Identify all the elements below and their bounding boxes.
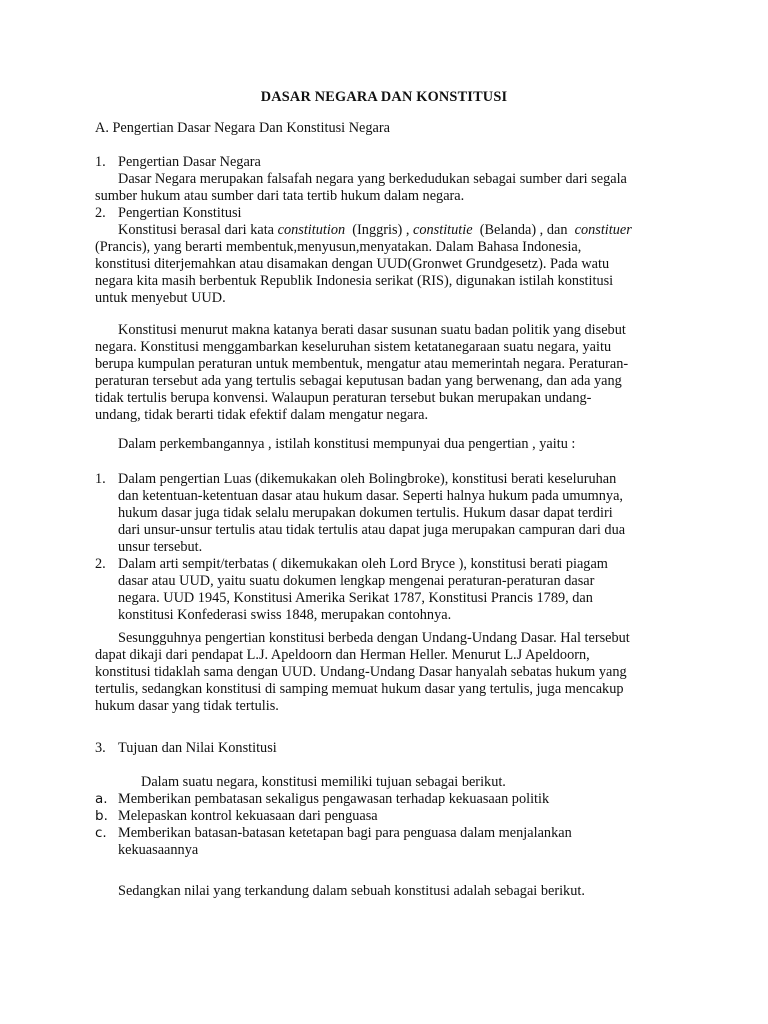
item-1-heading: 1. Pengertian Dasar Negara <box>95 154 261 170</box>
paragraph-konstitusi-makna: Konstitusi menurut makna katanya berati dasar susunan suatu badan politik yang disebut negara. Konstitusi menggambarkan keseluruhan sistem ketatanegaraan suatu negara, yaitu berupa kumpulan peraturan untuk membentuk, mengatur atau memerintah negara. Peraturan- peraturan tersebut ada yang tertulis sebagai keputusan badan yang berwenang, dan ada yang tidak tertulis berupa konvensi. Walaupun peraturan tersebut bukan merupakan undang- undang, tidak berarti tidak efektif dalam mengatur negara. <box>95 322 629 423</box>
list-item: b. Melepaskan kontrol kekuasaan dari penguasa <box>95 808 378 824</box>
item-3-heading: 3. Tujuan dan Nilai Konstitusi <box>95 740 277 756</box>
paragraph-perkembangan: Dalam perkembangannya , istilah konstitusi mempunyai dua pengertian , yaitu : <box>118 436 576 452</box>
list-pengertian: 1. Dalam pengertian Luas (dikemukakan oleh Bolingbroke), konstitusi berati keseluruhan dan ketentuan-ketentuan dasar atau hukum dasar. Seperti halnya hukum pada umumnya, hukum dasar juga tidak selalu merupakan dokumen tertulis. Hukum dasar dapat terdiri dari unsur-unsur tertulis atau tidak tertulis atau dapat juga merupakan campuran dari dua unsur tersebut. 2. Dalam arti sempit/terbatas ( dikemukakan oleh Lord Bryce ), konstitusi berati piagam dasar atau UUD, yaitu suatu dokumen lengkap mengenai peraturan-peraturan dasar negara. UUD 1945, Konstitusi Amerika Serikat 1787, Konstitusi Prancis 1789, dan konstitusi Konfederasi swiss 1848, merupakan contohnya. <box>95 471 675 624</box>
list-item: 1. Dalam pengertian Luas (dikemukakan oleh Bolingbroke), konstitusi berati keseluruhan <box>95 471 617 487</box>
section-a-heading: A. Pengertian Dasar Negara Dan Konstitusi Negara <box>95 120 390 136</box>
konstitusi-origin-line: Konstitusi berasal dari kata constitution (Inggris) , constitutie (Belanda) , dan constituer <box>118 222 632 238</box>
document-title: DASAR NEGARA DAN KONSTITUSI <box>260 89 508 105</box>
list-item: 2. Dalam arti sempit/terbatas ( dikemukakan oleh Lord Bryce ), konstitusi berati piagam <box>95 556 608 572</box>
section-1: 1. Pengertian Dasar Negara Dasar Negara merupakan falsafah negara yang berkedudukan sebagai sumber dari segala sumber hukum atau sumber dari tata tertib hukum dalam negara. 2. Pengertian Konstitusi Konstitusi berasal dari kata constitution (Inggris) , constitutie (Belanda) , dan constituer (Prancis), yang berarti membentuk,menyusun,menyatakan. Dalam Bahasa Indonesia, konstitusi diterjemahkan atau disamakan dengan UUD(Gronwet Grundgesetz). Pada watu negara kita masih berbentuk Republik Indonesia serikat (RIS), digunakan istilah konstitusi untuk menyebut UUD. <box>95 154 675 307</box>
list-item: a. Memberikan pembatasan sekaligus pengawasan terhadap kekuasaan politik <box>95 791 550 807</box>
item-2-heading: 2. Pengertian Konstitusi <box>95 205 242 221</box>
list-item: c. Memberikan batasan-batasan ketetapan bagi para penguasa dalam menjalankan <box>95 825 572 841</box>
paragraph-nilai: Sedangkan nilai yang terkandung dalam sebuah konstitusi adalah sebagai berikut. <box>118 883 585 899</box>
paragraph-sesungguhnya: Sesungguhnya pengertian konstitusi berbeda dengan Undang-Undang Dasar. Hal tersebut dapat dikaji dari pendapat L.J. Apeldoorn dan Herman Heller. Menurut L.J Apeldoorn, konstitusi tidaklah sama dengan UUD. Undang-Undang Dasar hanyalah sebatas hukum yang tertulis, sedangkan konstitusi di samping memuat hukum dasar yang tertulis, juga mencakup hukum dasar yang tidak tertulis. <box>95 630 630 714</box>
tujuan-list: Dalam suatu negara, konstitusi memiliki tujuan sebagai berikut. a. Memberikan pembatasan sekaligus pengawasan terhadap kekuasaan politik b. Melepaskan kontrol kekuasaan dari penguasa c. Memberikan batasan-batasan ketetapan bagi para penguasa dalam menjalankan kekuasaannya <box>95 774 675 859</box>
